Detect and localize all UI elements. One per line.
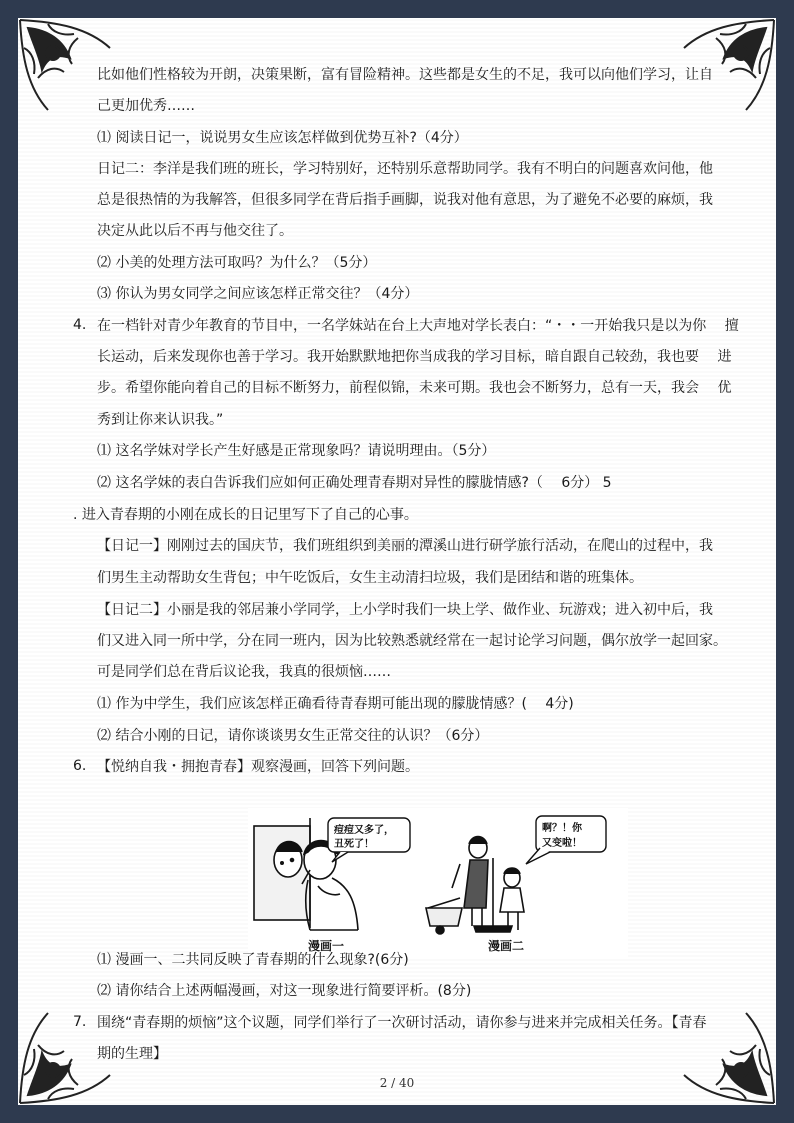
text-line: 【悦纳自我・拥抱青春】观察漫画，回答下列问题。 xyxy=(97,759,419,775)
text-line: 长运动，后来发现你也善于学习。我开始默默地把你当成我的学习目标，暗自跟自己较劲，我也要 进 xyxy=(97,349,732,365)
document-page xyxy=(18,18,776,1105)
question-number: 6. xyxy=(73,758,87,774)
speech-bubble-one-line-2: 丑死了！ xyxy=(334,839,374,850)
text-line: 日记二：李洋是我们班的班长，学习特别好，还特别乐意帮助同学。我有不明白的问题喜欢问他，他 xyxy=(97,161,713,177)
comic-caption-two: 漫画二 xyxy=(488,939,525,953)
question-item: ⑵ 结合小刚的日记，请你谈谈男女生正常交往的认识？（6分） xyxy=(97,728,489,744)
text-line: 己更加优秀…… xyxy=(97,98,195,114)
question-number: 4. xyxy=(73,317,87,333)
question-item: ⑵ 小美的处理方法可取吗？为什么？（5分） xyxy=(97,255,377,271)
question-item: ⑶ 你认为男女同学之间应该怎样正常交往？（4分） xyxy=(97,286,419,302)
text-line: 步。希望你能向着自己的目标不断努力，前程似锦，未来可期。我也会不断努力，总有一天，我会 优 xyxy=(97,380,732,396)
question-item: ⑴ 这名学妹对学长产生好感是正常现象吗？请说明理由。（5分） xyxy=(97,443,496,459)
text-line: 总是很热情的为我解答，但很多同学在背后指手画脚，说我对他有意思，为了避免不必要的麻烦，我 xyxy=(97,192,713,208)
question-item: ⑴ 阅读日记一，说说男女生应该怎样做到优势互补?（4分） xyxy=(97,130,468,146)
comic-caption-one: 漫画一 xyxy=(308,939,345,953)
question-item: ⑴ 漫画一、二共同反映了青春期的什么现象?(6分) xyxy=(97,952,409,968)
text-line: 决定从此以后不再与他交往了。 xyxy=(97,223,293,239)
text-line: 们男生主动帮助女生背包；中午吃饭后，女生主动清扫垃圾，我们是团结和谐的班集体。 xyxy=(97,570,643,586)
text-line: 期的生理】 xyxy=(97,1046,167,1062)
question-item: ⑵ 请你结合上述两幅漫画，对这一现象进行简要评析。(8分) xyxy=(97,983,472,999)
text-line: 在一档针对青少年教育的节目中，一名学妹站在台上大声地对学长表白：“・・一开始我只是以为你 擅 xyxy=(97,318,739,334)
question-item: ⑵ 这名学妹的表白告诉我们应如何正确处理青春期对异性的朦胧情感?（ 6分） 5 xyxy=(97,475,612,491)
speech-bubble-two-line-2: 又变啦！ xyxy=(542,838,582,849)
speech-bubble-two-line-1: 啊？！你 xyxy=(542,823,582,834)
text-line: 围绕“青春期的烦恼”这个议题，同学们举行了一次研讨活动，请你参与进来并完成相关任务。【青春 xyxy=(97,1015,707,1031)
text-line: 们又进入同一所中学，分在同一班内，因为比较熟悉就经常在一起讨论学习问题，偶尔放学一起回家。 xyxy=(97,633,727,649)
page-number: 2 / 40 xyxy=(379,1076,415,1090)
text-line: 【日记二】小丽是我的邻居兼小学同学，上小学时我们一块上学、做作业、玩游戏；进入初中后，我 xyxy=(97,602,713,618)
text-line: . 进入青春期的小刚在成长的日记里写下了自己的心事。 xyxy=(73,507,418,523)
comic-illustration xyxy=(248,808,628,958)
speech-bubble-one-line-1: 痘痘又多了， xyxy=(334,825,394,836)
text-line: 比如他们性格较为开朗，决策果断，富有冒险精神。这些都是女生的不足，我可以向他们学习，让自 xyxy=(97,67,713,83)
text-line: 【日记一】刚刚过去的国庆节，我们班组织到美丽的潭溪山进行研学旅行活动，在爬山的过程中，我 xyxy=(97,538,713,554)
question-number: 7. xyxy=(73,1014,87,1030)
text-line: 秀到让你来认识我。” xyxy=(97,412,224,428)
text-line: 可是同学们总在背后议论我，我真的很烦恼…… xyxy=(97,664,391,680)
question-item: ⑴ 作为中学生，我们应该怎样正确看待青春期可能出现的朦胧情感？( 4分) xyxy=(97,696,574,712)
